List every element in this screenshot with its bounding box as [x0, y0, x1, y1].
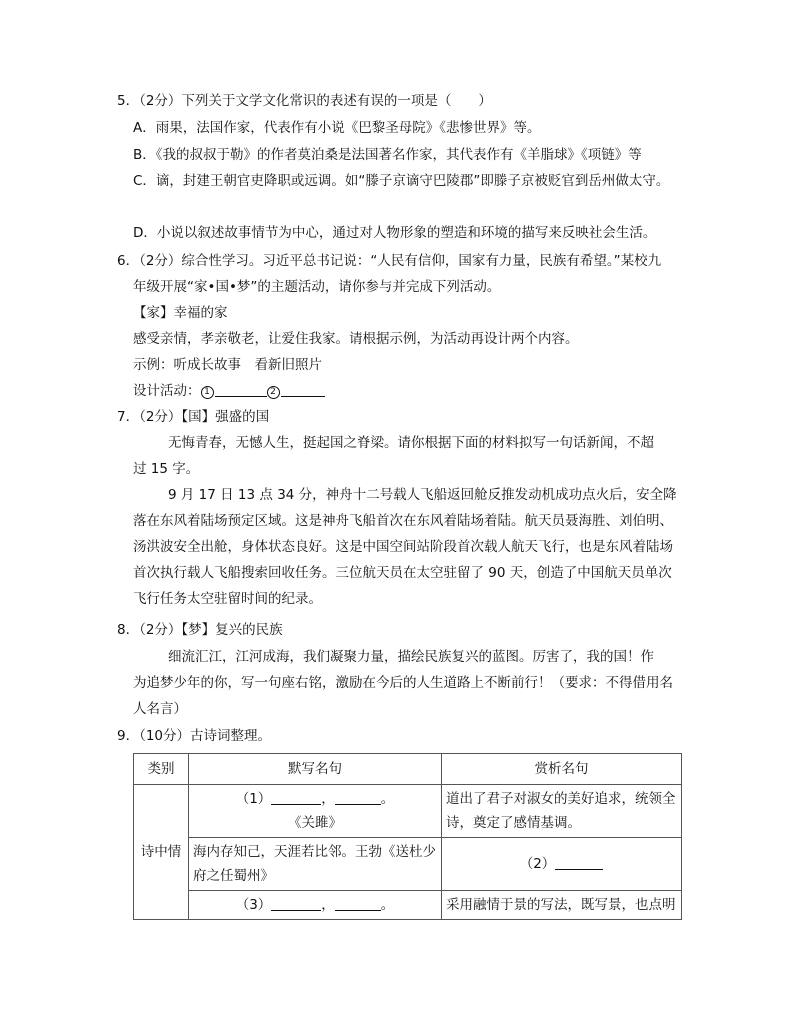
- item-number: （1）: [235, 791, 272, 807]
- q6-design-label: 设计活动：: [133, 383, 201, 399]
- item-number: （3）: [235, 897, 272, 913]
- poem-title: 《关雎》: [288, 815, 342, 831]
- table-row: [134, 785, 682, 838]
- q7-material-line3: 汤洪波安全出舱，身体状态良好。这是中国空间站阶段首次载人航天飞行，也是东风着陆场: [133, 539, 673, 555]
- q7-stem: 7．（2分）【国】强盛的国: [117, 409, 270, 425]
- q8-stem: 8．（2分）【梦】复兴的民族: [117, 622, 283, 638]
- q8-line2: 为追梦少年的你，写一句座右铭，激励在今后的人生道路上不断前行！（要求：不得借用名: [133, 675, 673, 691]
- punctuation: ，: [321, 897, 335, 913]
- punctuation: 。: [380, 791, 395, 807]
- recite-cell-1: [189, 785, 442, 838]
- recite-blanks-1: [193, 787, 437, 811]
- q6-example: 示例：听成长故事 看新旧照片: [133, 357, 322, 373]
- table-row: [134, 838, 682, 891]
- analysis-text: 道出了君子对淑女的美好追求，统领全: [446, 791, 676, 807]
- poetry-table: [133, 753, 682, 920]
- table-row: [134, 891, 682, 920]
- circled-number-1: 1: [201, 386, 214, 399]
- q6-stem-line2: 年级开展“家•国•梦”的主题活动，请你参与并完成下列活动。: [133, 279, 501, 295]
- q8-line1: 细流汇江，江河成海，我们凝聚力量，描绘民族复兴的蓝图。厉害了，我的国！作: [168, 649, 654, 665]
- q6-stem-line1: 6．（2分）综合性学习。习近平总书记说：“人民有信仰，国家有力量，民族有希望。”某校九: [117, 253, 662, 269]
- q5-option-b: B．《我的叔叔于勒》的作者莫泊桑是法国著名作家，其代表作有《羊脂球》《项链》等: [133, 147, 642, 163]
- answer-blank[interactable]: [335, 804, 381, 805]
- punctuation: ，: [321, 791, 335, 807]
- analysis-cell-2: [442, 838, 682, 891]
- answer-blank[interactable]: [271, 804, 321, 805]
- recite-text: 府之任蜀州》: [193, 868, 274, 884]
- q9-stem: 9．（10分）古诗词整理。: [117, 728, 272, 744]
- answer-blank[interactable]: [271, 910, 321, 911]
- col-header-category: 类别: [134, 754, 189, 785]
- col-header-analysis: 赏析名句: [442, 754, 682, 785]
- q7-material-line5: 飞行任务太空驻留时间的纪录。: [133, 591, 322, 607]
- q7-line1: 无悔青春，无憾人生，挺起国之脊梁。请你根据下面的材料拟写一句话新闻，不超: [168, 435, 654, 451]
- q7-material-line2: 落在东风着陆场预定区域。这是神舟飞船首次在东风着陆场着陆。航天员聂海胜、刘伯明、: [133, 513, 673, 529]
- analysis-cell-1: [442, 785, 682, 838]
- recite-cell-3: [189, 891, 442, 920]
- punctuation: 。: [380, 897, 395, 913]
- q7-material-line1: 9 月 17 日 13 点 34 分，神舟十二号载人飞船返回舱反推发动机成功点火后，安全降: [168, 487, 677, 503]
- item-number: （2）: [519, 856, 556, 872]
- q6-design-activity: [133, 382, 325, 400]
- analysis-text: 诗，奠定了感情基调。: [446, 815, 581, 831]
- answer-blank-1[interactable]: [215, 396, 267, 397]
- q5-option-c: C．谪，封建王朝官吏降职或远调。如“滕子京谪守巴陵郡”即滕子京被贬官到岳州做太守。: [133, 173, 670, 189]
- recite-text: 海内存知己，天涯若比邻。王勃《送杜少: [193, 844, 436, 860]
- col-header-recite: 默写名句: [189, 754, 442, 785]
- q7-line2: 过 15 字。: [133, 461, 200, 477]
- q6-heading: 【家】幸福的家: [133, 305, 228, 321]
- answer-blank[interactable]: [555, 869, 603, 870]
- q8-line3: 人名言）: [133, 701, 187, 717]
- circled-number-2: 2: [267, 386, 280, 399]
- q5-option-d: D．小说以叙述故事情节为中心，通过对人物形象的塑造和环境的描写来反映社会生活。: [133, 225, 657, 241]
- q5-stem: 5．（2分）下列关于文学文化常识的表述有误的一项是（ ）: [117, 93, 492, 109]
- analysis-cell-3: 采用融情于景的写法，既写景，也点明: [442, 891, 682, 920]
- q7-material-line4: 首次执行载人飞船搜索回收任务。三位航天员在太空驻留了 90 天，创造了中国航天员单次: [133, 565, 672, 581]
- recite-cell-2: [189, 838, 442, 891]
- answer-blank-2[interactable]: [281, 396, 325, 397]
- answer-blank[interactable]: [335, 910, 381, 911]
- category-cell: 诗中情: [134, 785, 189, 920]
- q6-body: 感受亲情，孝亲敬老，让爱住我家。请根据示例，为活动再设计两个内容。: [133, 331, 579, 347]
- q5-option-a: A．雨果，法国作家，代表作有小说《巴黎圣母院》《悲惨世界》等。: [133, 120, 541, 136]
- table-header-row: [134, 754, 682, 785]
